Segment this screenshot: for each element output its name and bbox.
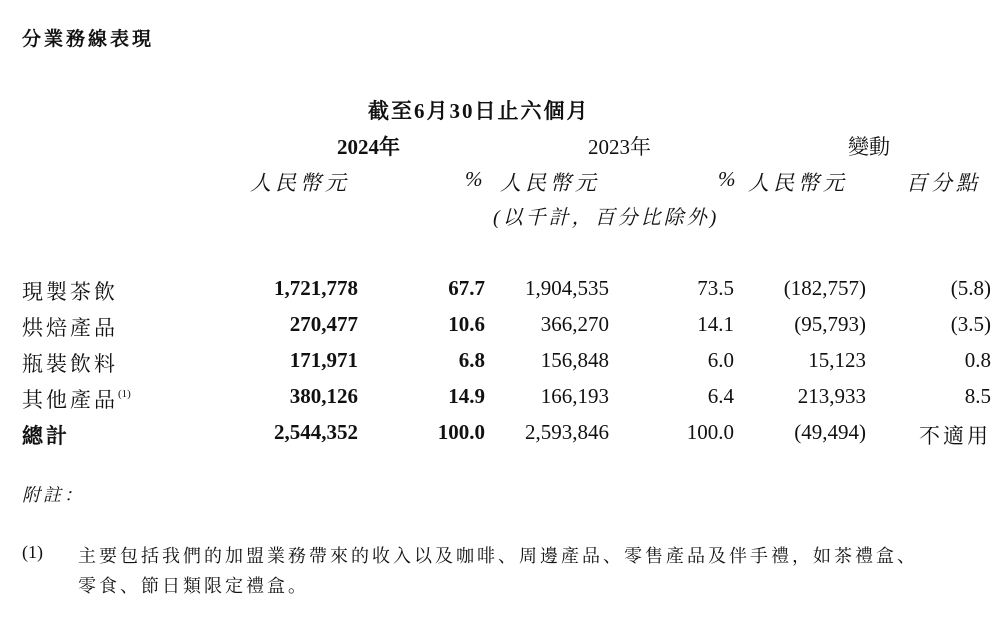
pct-2024: 6.8 [458,348,485,372]
pct-2023: 6.4 [707,384,734,408]
footnote-marker: (1) [22,542,43,562]
pct-change: 不適用 [919,424,991,448]
pct-change: (3.5) [950,312,991,336]
row-label: 總計 [22,424,70,448]
value-2024: 380,126 [289,384,358,408]
value-2023: 2,593,846 [525,420,609,444]
pct-2023: 6.0 [707,348,734,372]
value-2024: 171,971 [289,348,358,372]
pct-2023: 100.0 [686,420,734,444]
rmb-change-header: 人民幣元 [748,171,848,195]
row-label: 現製茶飲 [22,280,118,304]
pct-change: 0.8 [964,348,991,372]
row-label: 其他產品$^{(1)}$ [22,388,131,412]
value-2023: 1,904,535 [525,276,609,300]
value-2023: 156,848 [540,348,609,372]
value-2024: 270,477 [289,312,358,336]
footnote-text-line-2: 零食、節日類限定禮盒。 [78,576,309,596]
value-change: (49,494) [794,420,866,444]
period-header: 截至6月30日止六個月 [368,99,590,123]
pct-2023-header: % [718,167,740,191]
value-2024: 1,721,778 [274,276,358,300]
unit-note: (以千計，百分比除外) [493,207,720,229]
pct-2024: 67.7 [448,276,485,300]
value-change: (182,757) [783,276,866,300]
change-header: 變動 [848,135,890,159]
value-2023: 366,270 [540,312,609,336]
rmb-2023-header: 人民幣元 [500,171,600,195]
year-2024-header: 2024年 [337,135,400,159]
value-change: 213,933 [797,384,866,408]
footnote-ref: (1) [118,388,131,400]
footnote-text-line-1: 主要包括我們的加盟業務帶來的收入以及咖啡、周邊產品、零售產品及伴手禮，如茶禮盒、 [78,546,918,566]
pct-change: (5.8) [950,276,991,300]
notes-heading: 附註： [22,485,85,505]
year-2023-header: 2023年 [588,135,651,159]
value-2023: 166,193 [540,384,609,408]
pct-change: 8.5 [964,384,991,408]
value-2024: 2,544,352 [274,420,358,444]
row-label: 烘焙產品 [22,316,118,340]
pct-2024-header: % [465,167,487,191]
pct-2024: 14.9 [448,384,485,408]
row-label: 瓶裝飲料 [22,352,118,376]
value-change: (95,793) [794,312,866,336]
pct-2024: 10.6 [448,312,485,336]
pct-2023: 14.1 [697,312,734,336]
pct-2024: 100.0 [437,420,485,444]
rmb-2024-header: 人民幣元 [250,171,350,195]
section-title: 分業務線表現 [22,28,155,50]
value-change: 15,123 [808,348,866,372]
pct-2023: 73.5 [697,276,734,300]
pct-change-header: 百分點 [906,171,981,195]
